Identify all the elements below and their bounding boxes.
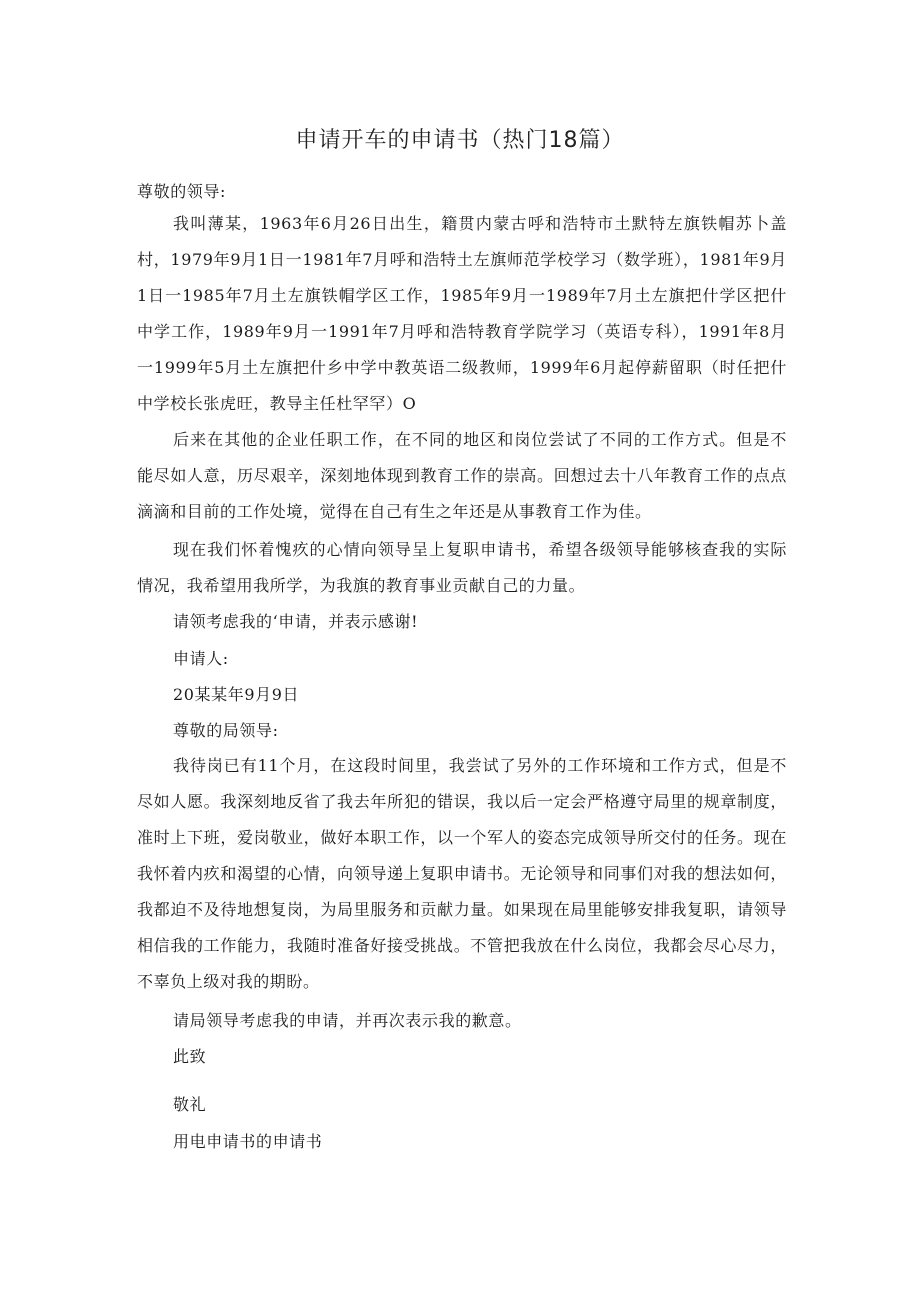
salutation-2: 尊敬的局领导: [173,721,279,740]
paragraph-5: 我待岗已有11个月，在这段时间里，我尝试了另外的工作环境和工作方式，但是不尽如人愿。我深刻地反省了我去年所犯的错误，我以后一定会严格遵守局里的规章制度，准时上下班，爱岗敬业，做好本职工作，以一个军人的姿态完成领导所交付的任务。现在我怀着内疚和渴望的心情，向领导递上复职申请书。无论领导和同事们对我的想法如何，我都迫不及待地想复岗，为局里服务和贡献力量。如果现在局里能够安排我复职，请领导相信我的工作能力，我随时准备好接受挑战。不管把我放在什么岗位，我都会尽心尽力，不辜负上级对我的期盼。 [137,756,787,991]
closing-regards: 敬礼 [173,1095,207,1114]
closing-greeting: 此致 [173,1047,207,1066]
next-section-heading: 用电申请书的申请书 [173,1132,323,1151]
document-title: 申请开车的申请书（热门18篇） [295,128,625,153]
paragraph-2: 后来在其他的企业任职工作，在不同的地区和岗位尝试了不同的工作方式。但是不能尽如人意，历尽艰辛，深刻地体现到教育工作的崇高。回想过去十八年教育工作的点点滴滴和目前的工作处境，觉得在自己有生之年还是从事教育工作为佳。 [137,430,787,521]
paragraph-4: 请领考虑我的‘申请，并表示感谢! [173,612,419,631]
salutation-1: 尊敬的领导: [137,182,226,201]
applicant-label: 申请人: [173,649,229,668]
paragraph-1: 我叫薄某，1963年6月26日出生，籍贯内蒙古呼和浩特市土默特左旗铁帽苏卜盖村，1979年9月1日一1981年7月呼和浩特土左旗师范学校学习（数学班），1981年9月1日一1985年7月土左旗铁帽学区工作，1985年9月一1989年7月土左旗把什学区把什中学工作，1989年9月一1991年7月呼和浩特教育学院学习（英语专科），1991年8月一1999年5月土左旗把什乡中学中教英语二级教师，1999年6月起停薪留职（时任把什中学校长张虎旺，教导主任杜罕罕）O [137,214,787,413]
date: 20某某年9月9日 [173,685,300,704]
paragraph-6: 请局领导考虑我的申请，并再次表示我的歉意。 [173,1011,522,1030]
paragraph-3: 现在我们怀着愧疚的心情向领导呈上复职申请书，希望各级领导能够核查我的实际情况，我希望用我所学，为我旗的教育事业贡献自己的力量。 [137,540,787,595]
